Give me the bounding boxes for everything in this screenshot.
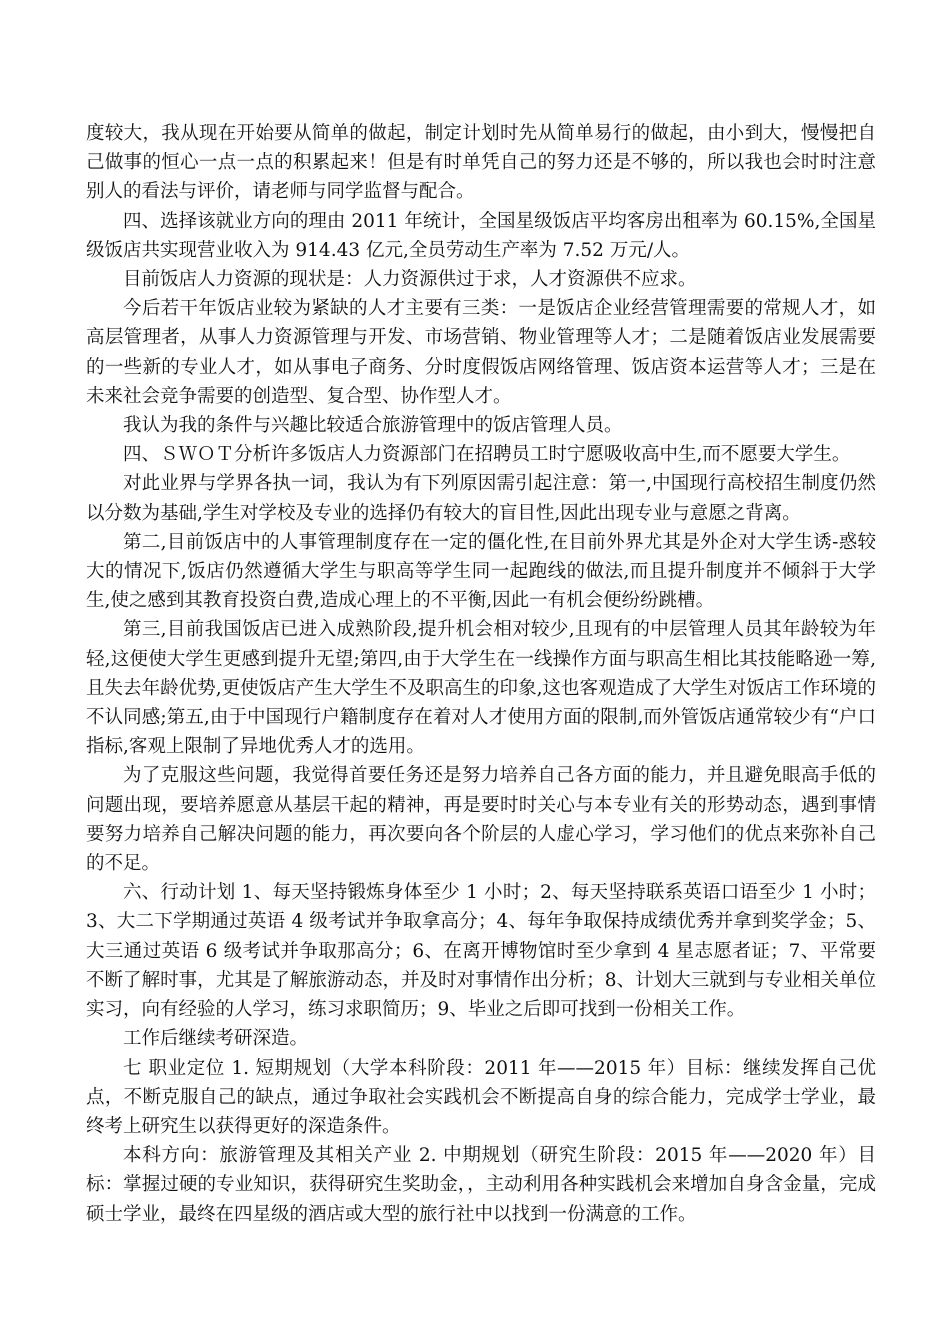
paragraph-swot-heading: 四、ＳＷＯＴ分析许多饭店人力资源部门在招聘员工时宁愿吸收高中生,而不愿要大学生。 — [123, 444, 851, 466]
document-body — [86, 119, 876, 1229]
paragraph-further-study: 工作后继续考研深造。 — [123, 1028, 309, 1050]
paragraph-continuation: 度较大，我从现在开始要从简单的做起，制定计划时先从简单易行的做起，由小到大，慢慢把自己做事的恒心一点一点的积累起来！但是有时单凭自己的努力还是不够的，所以我也会时时注意别人的看法与评价，请老师与同学监督与配合。 — [86, 123, 876, 203]
paragraph-mid-term-plan: 本科方向：旅游管理及其相关产业 2. 中期规划（研究生阶段：2015 年——2020 年）目标：掌握过硬的专业知识，获得研究生奖助金，，主动利用各种实践机会来增加自身含金量，完成硕士学业，最终在四星级的酒店或大型的旅行社中以找到一份满意的工作。 — [86, 1145, 876, 1225]
paragraph-reason-one: 对此业界与学界各执一词，我认为有下列原因需引起注意：第一,中国现行高校招生制度仍然以分数为基础,学生对学校及专业的选择仍有较大的盲目性,因此出现专业与意愿之背离。 — [86, 473, 876, 524]
paragraph-hr-status: 目前饭店人力资源的现状是：人力资源供过于求，人才资源供不应求。 — [123, 269, 697, 291]
paragraph-action-plan: 六、行动计划 1、每天坚持锻炼身体至少 1 小时；2、每天坚持联系英语口语至少 1 小时；3、大二下学期通过英语 4 级考试并争取拿高分；4、每年争取保持成绩优秀并拿到奖学金；5、大三通过英语 6 级考试并争取那高分；6、在离开博物馆时至少拿到 4 星志愿者证；7、平常要不断了解时事，尤其是了解旅游动态，并及时对事情作出分析；8、计划大三就到与专业相关单位实习，向有经验的人学习，练习求职简历；9、毕业之后即可找到一份相关工作。 — [86, 882, 876, 1021]
paragraph-employment-reason: 四、选择该就业方向的理由 2011 年统计，全国星级饭店平均客房出租率为 60.15%,全国星级饭店共实现营业收入为 914.43 亿元,全员劳动生产率为 7.52 万元/人。 — [86, 210, 876, 261]
paragraph-reasons-three-to-five: 第三,目前我国饭店已进入成熟阶段,提升机会相对较少,且现有的中层管理人员其年龄较为年轻,这便使大学生更感到提升无望;第四,由于大学生在一线操作方面与职高生相比其技能略逊一筹,且失去年龄优势,更使饭店产生大学生不及职高生的印象,这也客观造成了大学生对饭店工作环境的不认同感;第五,由于中国现行户籍制度存在着对人才使用方面的限制,而外管饭店通常较少有“户口指标,客观上限制了异地优秀人才的选用。 — [86, 619, 876, 758]
paragraph-overcome-problems: 为了克服这些问题，我觉得首要任务还是努力培养自己各方面的能力，并且避免眼高手低的问题出现，要培养愿意从基层干起的精神，再是要时时关心与本专业有关的形势动态，遇到事情要努力培养自己解决问题的能力，再次要向各个阶层的人虚心学习，学习他们的优点来弥补自己的不足。 — [86, 765, 876, 875]
paragraph-talent-types: 今后若干年饭店业较为紧缺的人才主要有三类：一是饭店企业经营管理需要的常规人才，如高层管理者，从事人力资源管理与开发、市场营销、物业管理等人才；二是随着饭店业发展需要的一些新的专业人才，如从事电子商务、分时度假饭店网络管理、饭店资本运营等人才；三是在未来社会竞争需要的创造型、复合型、协作型人才。 — [86, 298, 876, 407]
paragraph-reason-two: 第二,目前饭店中的人事管理制度存在一定的僵化性,在目前外界尤其是外企对大学生诱-惑较大的情况下,饭店仍然遵循大学生与职高等学生同一起跑线的做法,而且提升制度并不倾斜于大学生,使之感到其教育投资白费,造成心理上的不平衡,因此一有机会便纷纷跳槽。 — [86, 531, 876, 612]
paragraph-personal-fit: 我认为我的条件与兴趣比较适合旅游管理中的饭店管理人员。 — [123, 415, 623, 437]
paragraph-career-positioning: 七 职业定位 1. 短期规划（大学本科阶段：2011 年——2015 年）目标：继续发挥自己优点，不断克服自己的缺点，通过争取社会实践机会不断提高自身的综合能力，完成学士学业，最终考上研究生以获得更好的深造条件。 — [86, 1057, 876, 1137]
